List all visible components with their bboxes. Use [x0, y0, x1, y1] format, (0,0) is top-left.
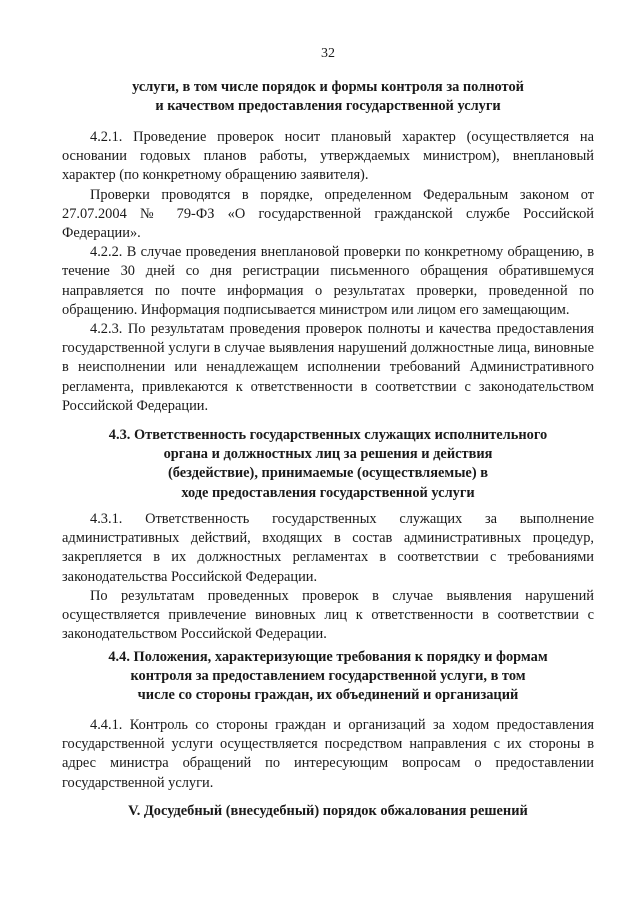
- page-number: 32: [321, 46, 335, 61]
- section-4-2-body: [62, 128, 594, 416]
- heading-section-4-2-continuation: [62, 78, 594, 116]
- heading-line: 4.3. Ответственность государственных служащих исполнительного: [108, 427, 548, 443]
- paragraph-liability: По результатам проведенных проверок в случае выявления нарушений осуществляется привлечение виновных лиц к ответственности в соответствии с законодательством Российской Федерации.: [62, 587, 594, 643]
- heading-line: ходе предоставления государственной услуги: [181, 484, 475, 501]
- section-4-4-body: [62, 716, 594, 793]
- heading-section-v: [62, 802, 594, 821]
- paragraph-inspection-procedure: Проверки проводятся в порядке, определенном Федеральным законом от 27.07.2004 № 79-ФЗ «О государственной гражданской службе Российской Федерации».: [62, 186, 594, 242]
- section-4-3-body: [62, 510, 594, 644]
- heading-section-4-3: [62, 426, 594, 503]
- heading-line: органа и должностных лиц за решения и действия: [163, 446, 493, 463]
- heading-section-4-4: [62, 648, 594, 706]
- heading-line: числе со стороны граждан, их объединений и организаций: [137, 687, 519, 704]
- heading-line: V. Досудебный (внесудебный) порядок обжалования решений: [128, 803, 528, 819]
- heading-line: и качеством предоставления государственной услуги: [155, 98, 501, 115]
- heading-line: (бездействие), принимаемые (осуществляемые) в: [167, 465, 488, 482]
- heading-line: услуги, в том числе порядок и формы контроля за полнотой: [132, 79, 524, 95]
- paragraph-4-2-2: 4.2.2. В случае проведения внеплановой проверки по конкретному обращению, в течение 30 дней со дня регистрации письменного обращения обратившемуся направляется по почте информация о результатах проверки, проведенной по обращению. Информация подписывается министром или лицом его замещающим.: [62, 244, 594, 318]
- paragraph-4-2-3: 4.2.3. По результатам проведения проверок полноты и качества предоставления государственной услуги в случае выявления нарушений должностные лица, виновные в неисполнении или ненадлежащем исполнении требований Административного регламента, привлекаются к ответственности в соответствии с законодательством Российской Федерации.: [62, 321, 594, 414]
- paragraph-4-2-1: 4.2.1. Проведение проверок носит плановый характер (осуществляется на основании годовых планов работы, утверждаемых министром), внеплановый характер (по конкретному обращению заявителя).: [62, 129, 594, 184]
- heading-line: контроля за предоставлением государственной услуги, в том: [130, 668, 526, 685]
- heading-line: 4.4. Положения, характеризующие требования к порядку и формам: [108, 649, 548, 665]
- paragraph-4-4-1: 4.4.1. Контроль со стороны граждан и организаций за ходом предоставления государственной услуги осуществляется посредством направления с их стороны в адрес министра обращений по интересующим вопросам о предоставлении государственной услуги.: [62, 717, 594, 791]
- paragraph-4-3-1: 4.3.1. Ответственность государственных служащих за выполнение административных действий, входящих в состав административных процедур, закрепляется в их должностных регламентах в соответствии с требованиями законодательства Российской Федерации.: [62, 511, 594, 585]
